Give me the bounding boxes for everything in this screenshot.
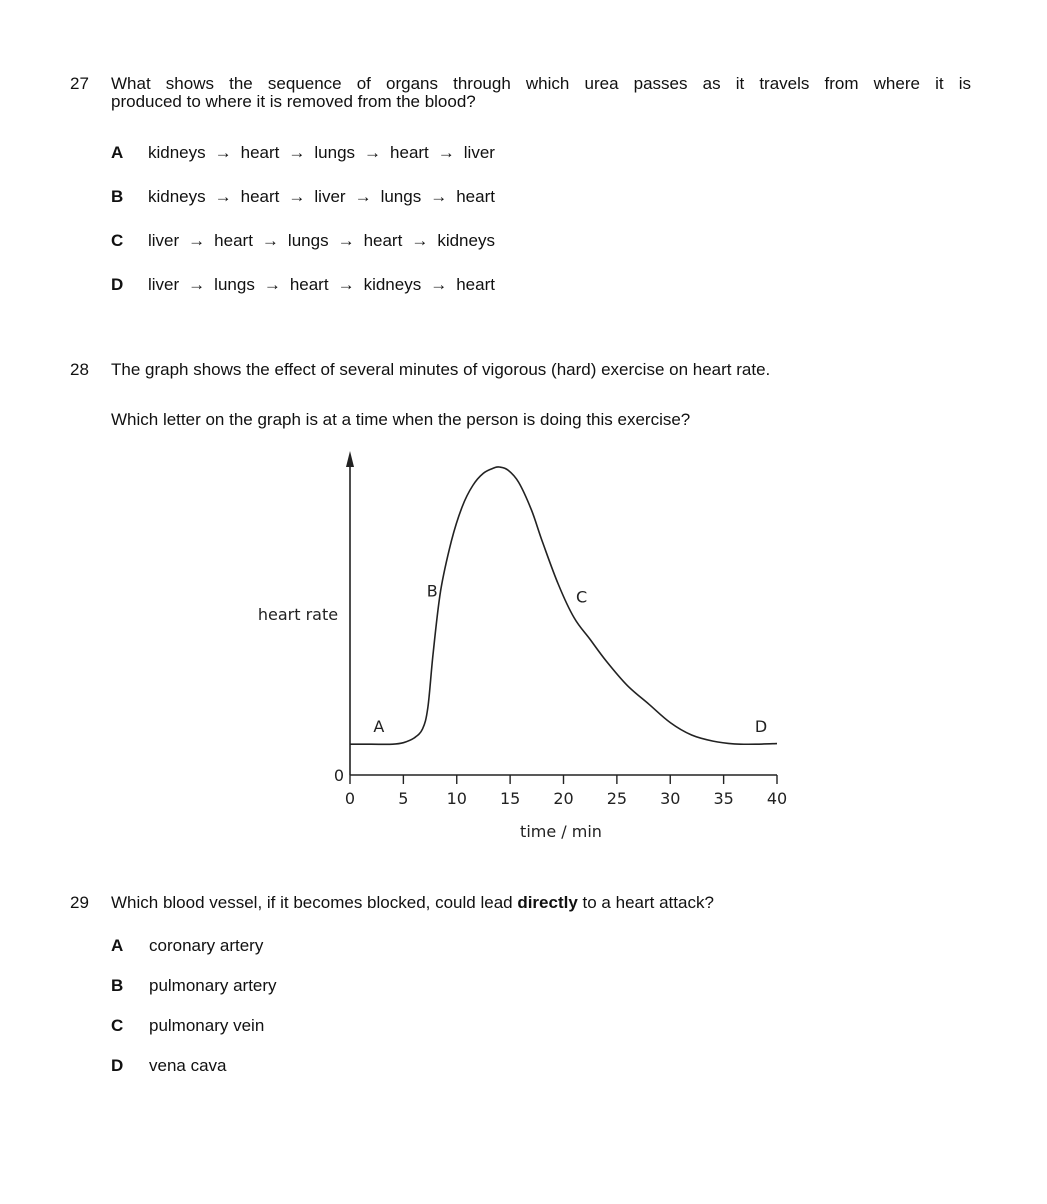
question-text-end: to a heart attack? [577,893,714,912]
arrow-icon: → [411,231,429,250]
arrow-icon: → [188,231,206,250]
answer-option-b[interactable] [111,976,277,996]
x-tick-label: 25 [606,789,628,808]
arrow-icon: → [261,231,279,250]
arrow-icon: → [337,231,355,250]
organ-name: lungs [287,231,329,250]
organ-name: heart [240,143,280,162]
x-tick-label: 30 [660,789,681,808]
arrow-icon: → [354,187,372,206]
curve-point-label-c: C [576,587,588,607]
heart-rate-curve [350,467,777,745]
option-letter: D [111,1056,124,1075]
organ-name: heart [456,187,495,206]
organ-name: liver [463,143,495,162]
arrow-icon: → [288,143,306,162]
option-text: vena cava [149,1056,227,1075]
option-letter: B [111,976,124,995]
organ-name: lungs [380,187,422,206]
question-number: 29 [70,893,89,912]
x-tick-label: 5 [398,789,409,808]
option-letter: C [111,231,124,250]
option-text: coronary artery [149,936,264,955]
organ-name: kidneys [148,143,206,162]
option-letter: A [111,936,124,955]
organ-name: heart [214,231,253,250]
question-text-emphasis: directly [517,893,578,912]
x-tick-label: 0 [344,789,356,808]
curve-point-label-d: D [754,716,768,736]
option-text: pulmonary vein [149,1016,265,1035]
arrow-icon: → [430,187,448,206]
question-text-line-2: produced to where it is removed from the blood? [111,92,476,111]
question-text [111,893,714,913]
organ-name: liver [148,275,180,294]
option-letter: A [111,143,124,162]
arrow-icon: → [430,275,448,294]
x-tick-label: 35 [713,789,734,808]
organ-name: liver [148,231,180,250]
arrow-icon: → [288,187,306,206]
x-tick-label: 20 [553,789,574,808]
y-axis-label: heart rate [257,605,339,624]
organ-name: heart [363,231,403,250]
arrow-icon: → [214,143,232,162]
question-number: 28 [70,360,89,379]
answer-option-c[interactable] [111,1016,264,1036]
option-letter: D [111,275,124,294]
organ-name: heart [390,143,429,162]
organ-name: heart [289,275,329,294]
question-text-start: Which blood vessel, if it becomes blocked, could lead [111,893,518,912]
question-text: The graph shows the effect of several minutes of vigorous (hard) exercise on heart rate. [111,360,771,379]
organ-name: liver [314,187,346,206]
organ-name: heart [456,275,495,294]
answer-option-d[interactable] [111,1056,227,1076]
question-number: 27 [70,74,89,93]
x-tick-label: 40 [766,789,788,808]
arrow-icon: → [364,143,382,162]
organ-name: kidneys [363,275,422,294]
arrow-icon: → [437,143,455,162]
organ-name: heart [240,187,280,206]
curve-point-label-b: B [426,581,438,601]
y-axis-arrowhead [346,451,354,467]
arrow-icon: → [337,275,355,294]
y-axis-zero-label: 0 [333,766,345,785]
question-text-line-1: What shows the sequence of organs through which urea passes as it travels from where it is [111,74,971,93]
arrow-icon: → [188,275,206,294]
option-letter: C [111,1016,124,1035]
option-text: pulmonary artery [149,976,277,995]
option-letter: B [111,187,124,206]
question-prompt: Which letter on the graph is at a time when the person is doing this exercise? [111,410,691,429]
arrow-icon: → [214,187,232,206]
organ-name: lungs [314,143,356,162]
organ-name: kidneys [148,187,206,206]
organ-name: lungs [214,275,255,294]
x-axis-label: time / min [520,822,602,841]
x-tick-label: 15 [499,789,521,808]
answer-option-a[interactable] [111,936,263,956]
arrow-icon: → [263,275,281,294]
x-tick-label: 10 [446,789,467,808]
curve-point-label-a: A [373,716,385,736]
organ-name: kidneys [437,231,495,250]
